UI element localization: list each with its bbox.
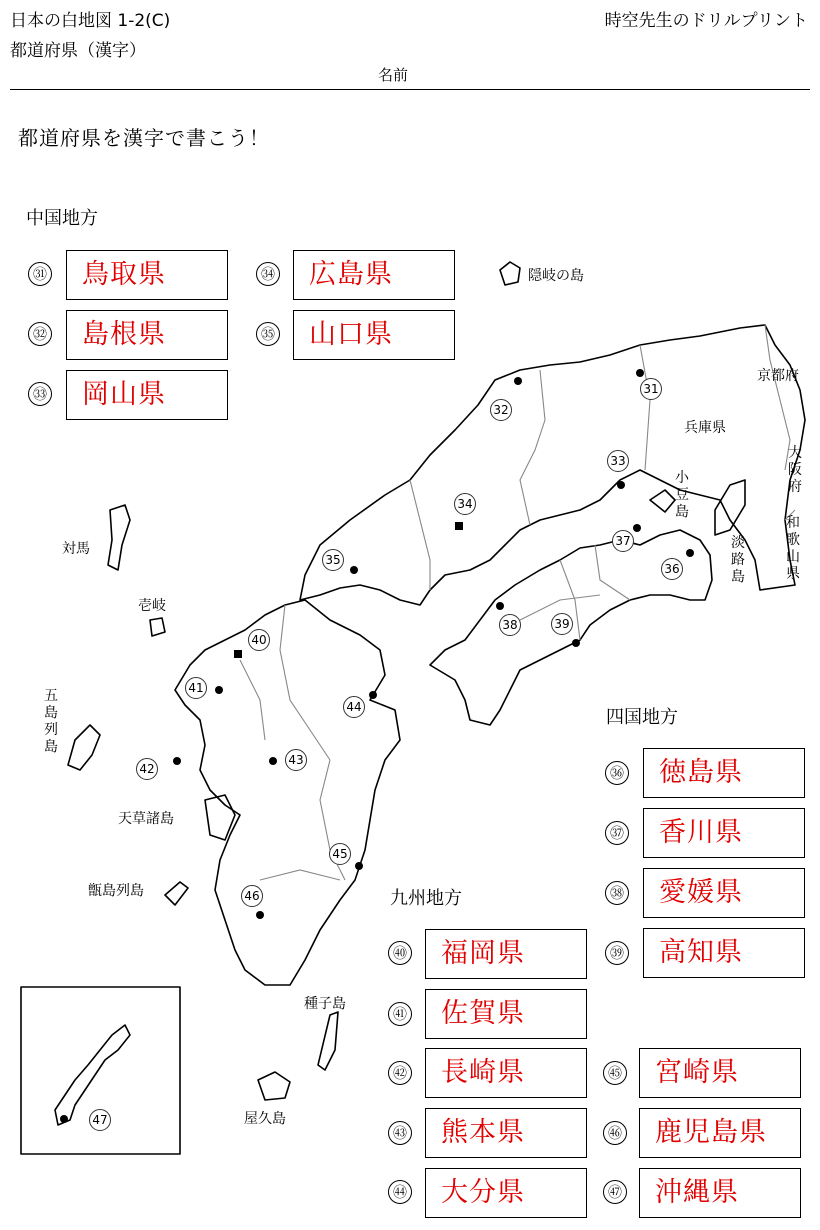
map-number-33: 33 — [607, 450, 629, 472]
answer-number-31: ㉛ — [28, 262, 52, 286]
answer-box-33[interactable]: 岡山県 — [66, 370, 228, 420]
map-number-44: 44 — [343, 696, 365, 718]
map-number-40: 40 — [248, 629, 270, 651]
answer-number-44: ㊹ — [388, 1180, 412, 1204]
label-goto: 五島列島 — [44, 688, 58, 755]
map-koshiki — [165, 882, 188, 905]
map-number-37: 37 — [612, 530, 634, 552]
map-okinawa — [55, 1025, 130, 1125]
map-number-39: 39 — [551, 613, 573, 635]
answer-number-34: ㉞ — [256, 262, 280, 286]
map-kyushu — [175, 600, 400, 985]
answer-box-37[interactable]: 香川県 — [643, 808, 805, 858]
map-awaji — [715, 480, 745, 535]
instruction-text: 都道府県を漢字で書こう！ — [18, 126, 270, 150]
label-tanegashima: 種子島 — [304, 996, 346, 1012]
answer-number-35: ㉟ — [256, 322, 280, 346]
answer-box-45[interactable]: 宮崎県 — [639, 1048, 801, 1098]
map-tanegashima — [318, 1012, 338, 1070]
label-hyogo: 兵庫県 — [684, 420, 726, 436]
map-oki — [500, 262, 520, 285]
map-number-31: 31 — [640, 378, 662, 400]
answer-number-38: ㊳ — [605, 881, 629, 905]
map-number-43: 43 — [285, 749, 307, 771]
answer-box-41[interactable]: 佐賀県 — [425, 989, 587, 1039]
answer-number-39: ㊴ — [605, 941, 629, 965]
answer-box-46[interactable]: 鹿児島県 — [639, 1108, 801, 1158]
map-goto — [68, 725, 100, 770]
map-yakushima — [258, 1072, 290, 1100]
label-tsushima: 対馬 — [62, 541, 90, 557]
answer-box-42[interactable]: 長崎県 — [425, 1048, 587, 1098]
map-number-47: 47 — [89, 1109, 111, 1131]
answer-box-36[interactable]: 徳島県 — [643, 748, 805, 798]
answer-number-46: ㊻ — [603, 1121, 627, 1145]
label-osaka: 大阪府 — [788, 445, 802, 495]
answer-number-42: ㊷ — [388, 1061, 412, 1085]
answer-box-31[interactable]: 鳥取県 — [66, 250, 228, 300]
label-awaji: 淡路島 — [731, 535, 745, 585]
answer-number-37: ㊲ — [605, 821, 629, 845]
answer-number-32: ㉜ — [28, 322, 52, 346]
label-kyoto: 京都府 — [757, 368, 799, 384]
worksheet-title: 日本の白地図 1-2(C) — [10, 11, 171, 31]
map-number-38: 38 — [499, 614, 521, 636]
label-shodoshima: 小豆島 — [675, 470, 689, 520]
answer-number-45: ㊺ — [603, 1061, 627, 1085]
answer-box-38[interactable]: 愛媛県 — [643, 868, 805, 918]
map-number-36: 36 — [661, 558, 683, 580]
publisher-name: 時空先生のドリルプリント — [604, 11, 808, 31]
map-number-35: 35 — [322, 549, 344, 571]
answer-box-39[interactable]: 高知県 — [643, 928, 805, 978]
map-number-42: 42 — [136, 758, 158, 780]
answer-box-44[interactable]: 大分県 — [425, 1168, 587, 1218]
name-label: 名前 — [378, 66, 409, 84]
answer-box-43[interactable]: 熊本県 — [425, 1108, 587, 1158]
map-number-32: 32 — [490, 399, 512, 421]
label-amakusa: 天草諸島 — [118, 811, 174, 827]
label-koshiki: 甑島列島 — [88, 883, 144, 899]
answer-box-34[interactable]: 広島県 — [293, 250, 455, 300]
answer-box-32[interactable]: 島根県 — [66, 310, 228, 360]
answer-number-47: ㊼ — [603, 1180, 627, 1204]
label-wakayama: 和歌山県 — [786, 515, 800, 582]
answer-number-40: ㊵ — [388, 941, 412, 965]
label-iki: 壱岐 — [138, 598, 166, 614]
map-tsushima — [108, 505, 130, 570]
map-iki — [150, 618, 165, 636]
answer-box-40[interactable]: 福岡県 — [425, 929, 587, 979]
answer-number-36: ㊱ — [605, 761, 629, 785]
region-kyushu: 九州地方 — [390, 888, 462, 909]
label-oki: 隠岐の島 — [528, 268, 584, 284]
region-chugoku: 中国地方 — [26, 208, 98, 229]
answer-box-47[interactable]: 沖縄県 — [639, 1168, 801, 1218]
answer-number-41: ㊶ — [388, 1002, 412, 1026]
answer-number-33: ㉝ — [28, 382, 52, 406]
map-number-41: 41 — [185, 677, 207, 699]
map-number-34: 34 — [454, 493, 476, 515]
region-shikoku: 四国地方 — [606, 707, 678, 728]
map-number-46: 46 — [241, 885, 263, 907]
answer-box-35[interactable]: 山口県 — [293, 310, 455, 360]
map-number-45: 45 — [329, 843, 351, 865]
label-yakushima: 屋久島 — [244, 1111, 286, 1127]
worksheet-subtitle: 都道府県（漢字） — [10, 41, 146, 61]
answer-number-43: ㊸ — [388, 1121, 412, 1145]
map-shodoshima — [650, 490, 675, 512]
